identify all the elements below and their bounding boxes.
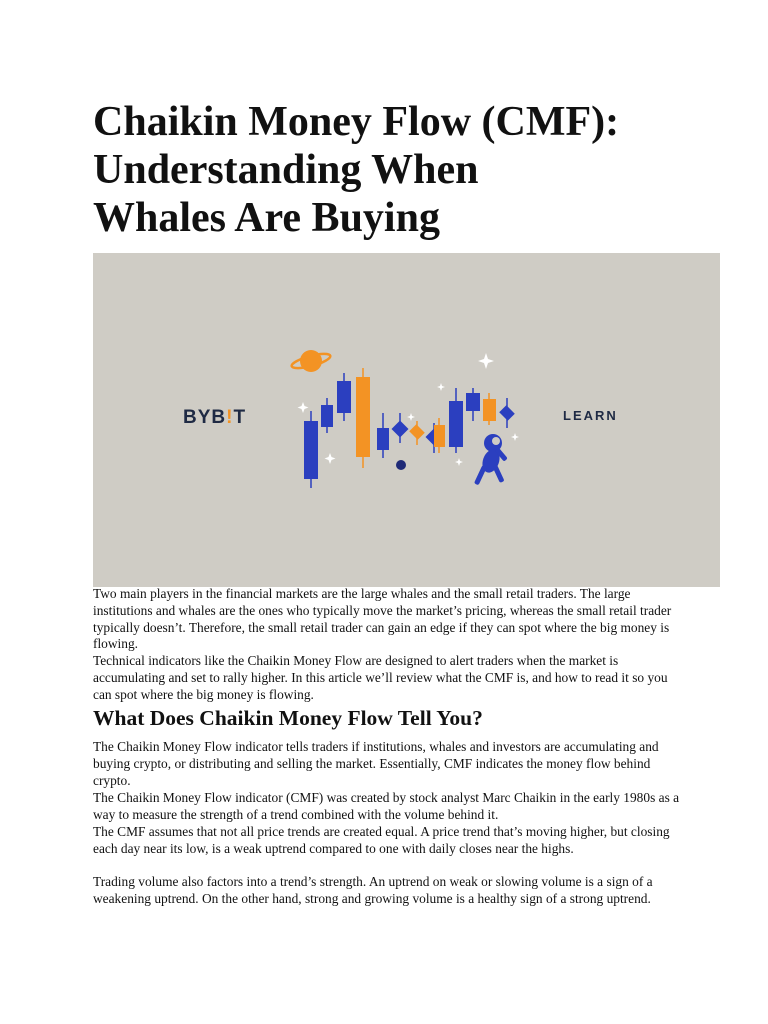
article-title: [93, 98, 713, 242]
intro-paragraph-2: Technical indicators like the Chaikin Money Flow are designed to alert traders when the market is accumulating and set to rally higher. In this article we’ll review what the CMF is, and how to read it so you can spot where the big money is flowing.: [93, 653, 668, 702]
section-heading: What Does Chaikin Money Flow Tell You?: [93, 706, 483, 730]
hero-illustration: [93, 253, 720, 587]
intro-paragraph-1: Two main players in the financial markets are the large whales and the small retail traders. The large institutions and whales are the ones who typically move the market’s pricing, whereas the small retail trader typically doesn’t. Therefore, the small retail trader can gain an edge if they can spot where the big money is flowing.: [93, 586, 672, 652]
title-line-3: Whales Are Buying: [93, 195, 440, 241]
title-line-1: Chaikin Money Flow (CMF):: [93, 99, 620, 145]
hero-image: [93, 253, 720, 587]
section-paragraph-3: The CMF assumes that not all price trends are created equal. A price trend that’s moving higher, but closing each day near its low, is a weak uptrend compared to one with daily closes near the highs.: [93, 824, 670, 856]
astronaut-icon: [474, 434, 508, 485]
bybit-logo: BYB!T: [183, 407, 247, 428]
learn-label: LEARN: [563, 408, 618, 423]
section-paragraph-2: The Chaikin Money Flow indicator (CMF) was created by stock analyst Marc Chaikin in the early 1980s as a way to measure the strength of a trend combined with the volume behind it.: [93, 790, 680, 822]
planet-icon: [290, 350, 331, 372]
section-paragraph-4: Trading volume also factors into a trend’s strength. An uptrend on weak or slowing volume is a sign of a weakening uptrend. On the other hand, strong and growing volume is a healthy sign of a strong uptrend.: [93, 874, 653, 906]
title-line-2: Understanding When: [93, 147, 479, 193]
section-paragraph-1: The Chaikin Money Flow indicator tells traders if institutions, whales and investors are accumulating and buying crypto, or distributing and selling the market. Essentially, CMF indicates the money flow behind crypto.: [93, 739, 659, 788]
